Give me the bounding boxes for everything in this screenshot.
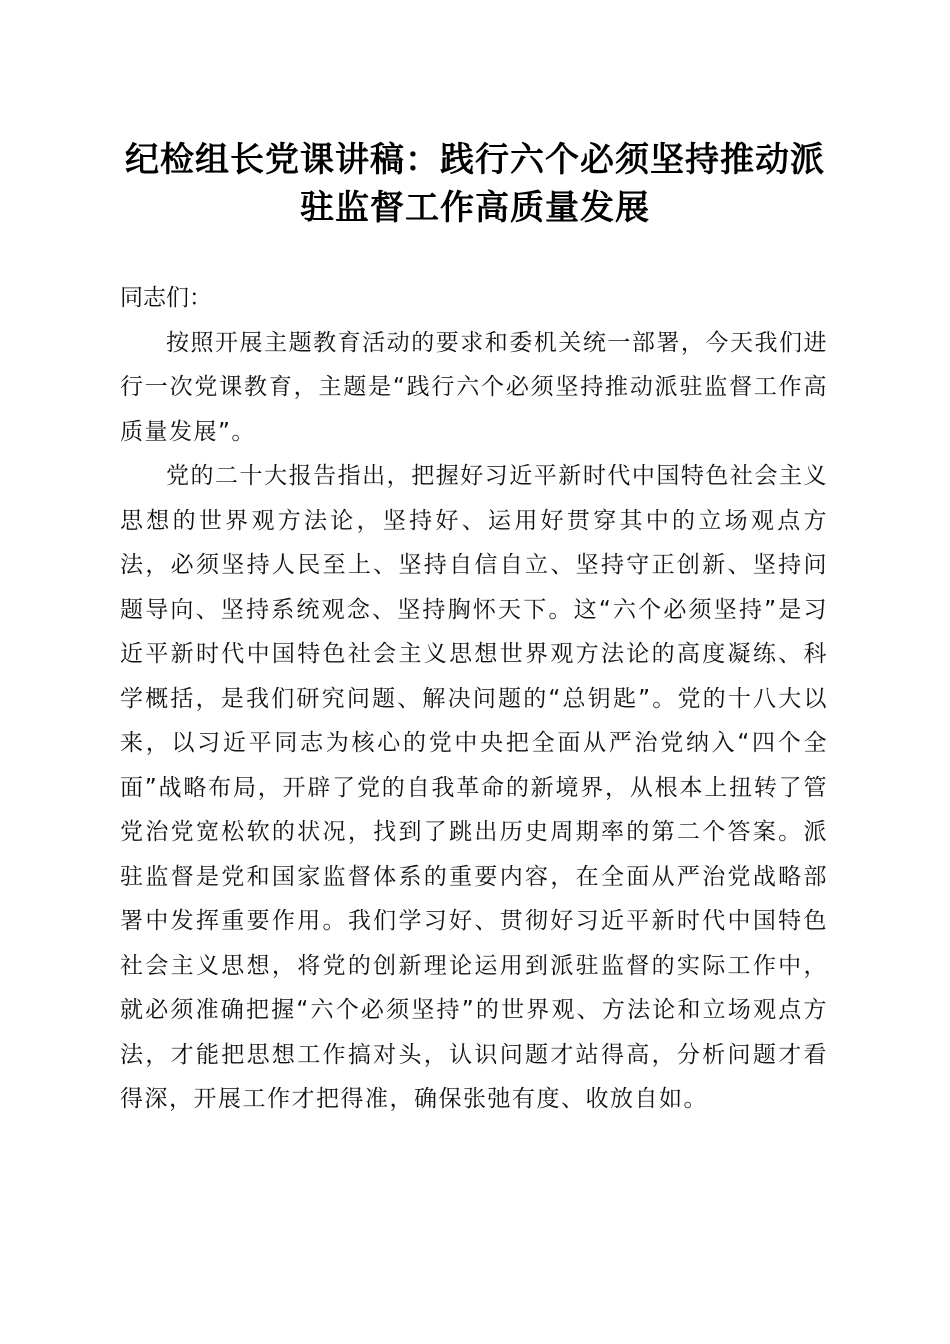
paragraph-main: 党的二十大报告指出，把握好习近平新时代中国特色社会主义思想的世界观方法论，坚持好、运用好贯穿其中的立场观点方法，必须坚持人民至上、坚持自信自立、坚持守正创新、坚持问题导向、坚持系统观念、坚持胸怀天下。这“六个必须坚持”是习近平新时代中国特色社会主义思想世界观方法论的高度凝练、科学概括，是我们研究问题、解决问题的“总钥匙”。党的十八大以来，以习近平同志为核心的党中央把全面从严治党纳入“四个全面”战略布局，开辟了党的自我革命的新境界，从根本上扭转了管党治党宽松软的状况，找到了跳出历史周期率的第二个答案。派驻监督是党和国家监督体系的重要内容，在全面从严治党战略部署中发挥重要作用。我们学习好、贯彻好习近平新时代中国特色社会主义思想，将党的创新理论运用到派驻监督的实际工作中，就必须准确把握“六个必须坚持”的世界观、方法论和立场观点方法，才能把思想工作搞对头，认识问题才站得高，分析问题才看得深，开展工作才把得准，确保张弛有度、收放自如。: [120, 463, 828, 1112]
paragraph-intro: 按照开展主题教育活动的要求和委机关统一部署，今天我们进行一次党课教育，主题是“践行六个必须坚持推动派驻监督工作高质量发展”。: [120, 329, 828, 445]
salutation: 同志们：: [120, 285, 212, 311]
page-title: [110, 136, 840, 232]
title-line-1: 纪检组长党课讲稿：践行六个必须坚持推动派: [125, 140, 825, 180]
document-body: [120, 276, 828, 1122]
title-line-2: 驻监督工作高质量发展: [300, 188, 650, 228]
